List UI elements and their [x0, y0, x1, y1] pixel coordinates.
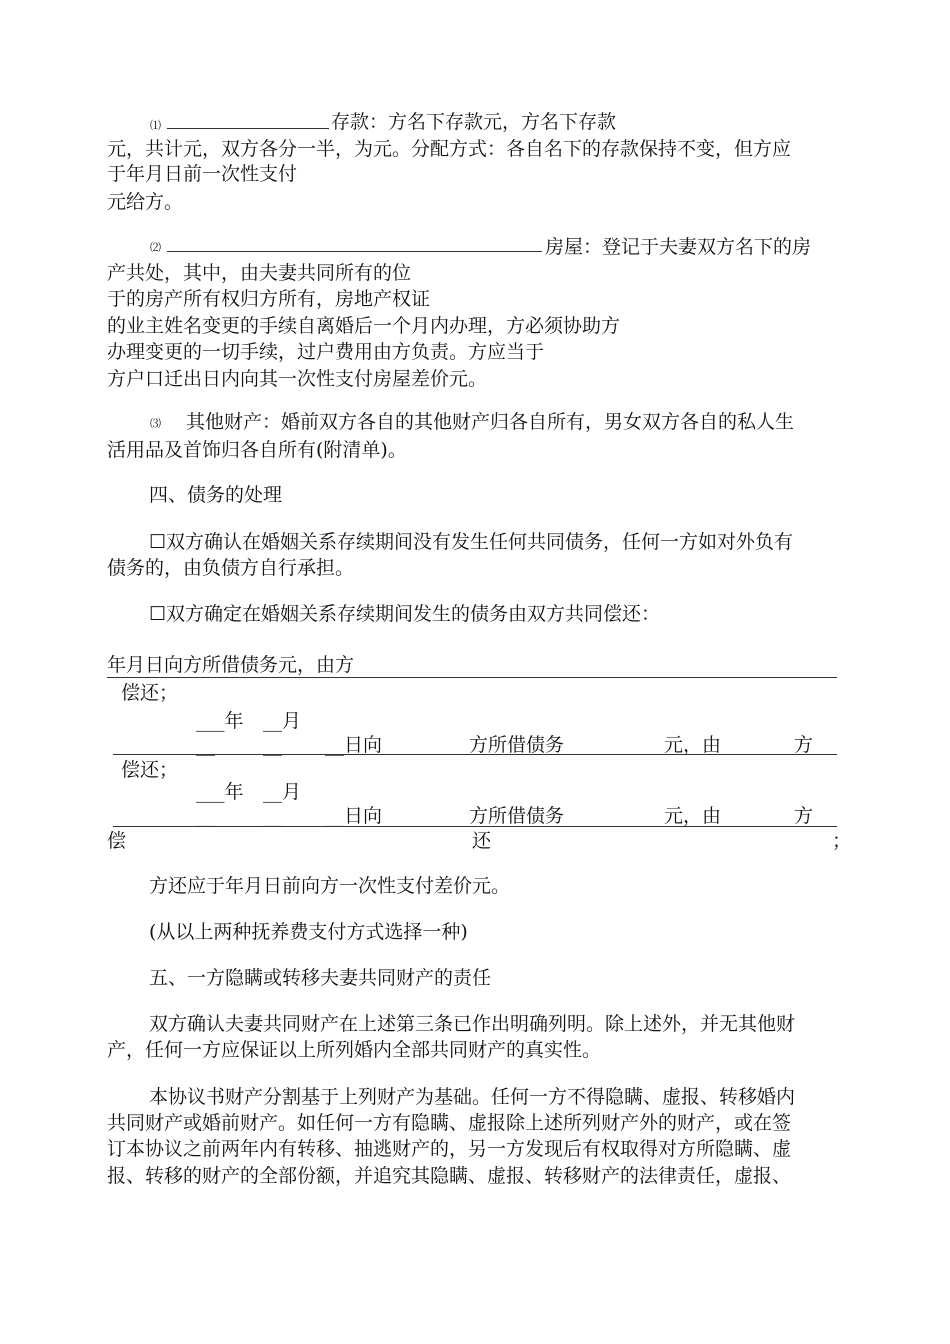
month-blank: __月 — [263, 710, 302, 732]
text-line: 活用品及首饰归各自所有(附清单)。 — [107, 439, 407, 461]
text-line: 的业主姓名变更的手续自离婚后一个月内办理，方必须协助方 — [107, 315, 621, 337]
text-line: 于年月日前一次性支付 — [107, 163, 298, 185]
underscore: __ — [196, 805, 215, 827]
year-blank: ___年 — [196, 710, 244, 732]
text-line: (从以上两种抚养费支付方式选择一种) — [149, 921, 468, 943]
borrowed-label: 方所借债务 — [469, 805, 565, 827]
text-line: 债务的，由负债方自行承担。 — [107, 557, 355, 579]
borrowed-label: 方所借债务 — [469, 734, 565, 756]
text-line: 方还应于年月日前向方一次性支付差价元。 — [149, 875, 511, 897]
text-line: 本协议书财产分割基于上列财产为基础。任何一方不得隐瞒、虚报、转移婚内 — [149, 1086, 796, 1108]
text-line: 方户口迁出日内向其一次性支付房屋差价元。 — [107, 368, 488, 390]
month-blank: __月 — [263, 781, 302, 803]
blank-line — [167, 251, 542, 252]
underscore: __ — [196, 734, 215, 756]
chang-char: 偿 — [107, 830, 127, 852]
side-label: 方 — [794, 734, 814, 756]
day-to: __日向 — [325, 805, 383, 827]
text-line: 元，共计元，双方各分一半，为元。分配方式：各自名下的存款保持不变，但方应 — [107, 138, 792, 160]
text-line: 共同财产或婚前财产。如任何一方有隐瞒、虚报除上述所列财产外的财产，或在签 — [107, 1112, 792, 1134]
side-label: 方 — [794, 805, 814, 827]
huan-char: 还 — [472, 830, 492, 852]
repay-text: 偿还； — [121, 682, 179, 704]
text-line: 存款：方名下存款元，方名下存款 — [331, 111, 617, 133]
semicolon: ； — [832, 830, 852, 852]
underscore: __ — [263, 805, 282, 827]
yuan-by: 元，由 — [664, 734, 722, 756]
row-line — [107, 677, 837, 678]
blank-line — [167, 128, 329, 129]
checkbox-option[interactable]: ☐双方确定在婚姻关系存续期间发生的债务由双方共同偿还： — [149, 603, 661, 625]
item-number: ⑶ — [150, 417, 161, 430]
text-line: 产，任何一方应保证以上所列婚内全部共同财产的真实性。 — [107, 1039, 602, 1061]
yuan-by: 元，由 — [664, 805, 722, 827]
underscore: __ — [263, 734, 282, 756]
day-to: __日向 — [325, 734, 383, 756]
text-line: 房屋：登记于夫妻双方名下的房 — [545, 236, 812, 258]
checkbox-option[interactable]: ☐双方确认在婚姻关系存续期间没有发生任何共同债务，任何一方如对外负有 — [149, 531, 794, 553]
text-line: 于的房产所有权归方所有，房地产权证 — [107, 288, 431, 310]
text-line: 其他财产：婚前双方各自的其他财产归各自所有，男女双方各自的私人生 — [186, 411, 795, 433]
text-line: 报、转移的财产的全部份额，并追究其隐瞒、虚报、转移财产的法律责任，虚报、 — [107, 1165, 792, 1187]
repay-text: 偿还； — [121, 759, 179, 781]
section-heading: 四、债务的处理 — [149, 484, 283, 506]
text-line: 办理变更的一切手续，过户费用由方负责。方应当于 — [107, 341, 545, 363]
text-line: 订本协议之前两年内有转移、抽逃财产的，另一方发现后有权取得对方所隐瞒、虚 — [107, 1138, 792, 1160]
item-number: ⑵ — [150, 241, 161, 254]
row-line — [113, 754, 837, 755]
debt-row: 年月日向方所借债务元，由方 — [107, 654, 355, 676]
text-line: 产共处，其中，由夫妻共同所有的位 — [107, 262, 412, 284]
row-line — [113, 826, 837, 827]
section-heading: 五、一方隐瞒或转移夫妻共同财产的责任 — [149, 967, 492, 989]
text-line: 元给方。 — [107, 191, 184, 213]
year-blank: ___年 — [196, 781, 244, 803]
text-line: 双方确认夫妻共同财产在上述第三条已作出明确列明。除上述外，并无其他财 — [149, 1013, 796, 1035]
item-number: ⑴ — [150, 119, 161, 132]
